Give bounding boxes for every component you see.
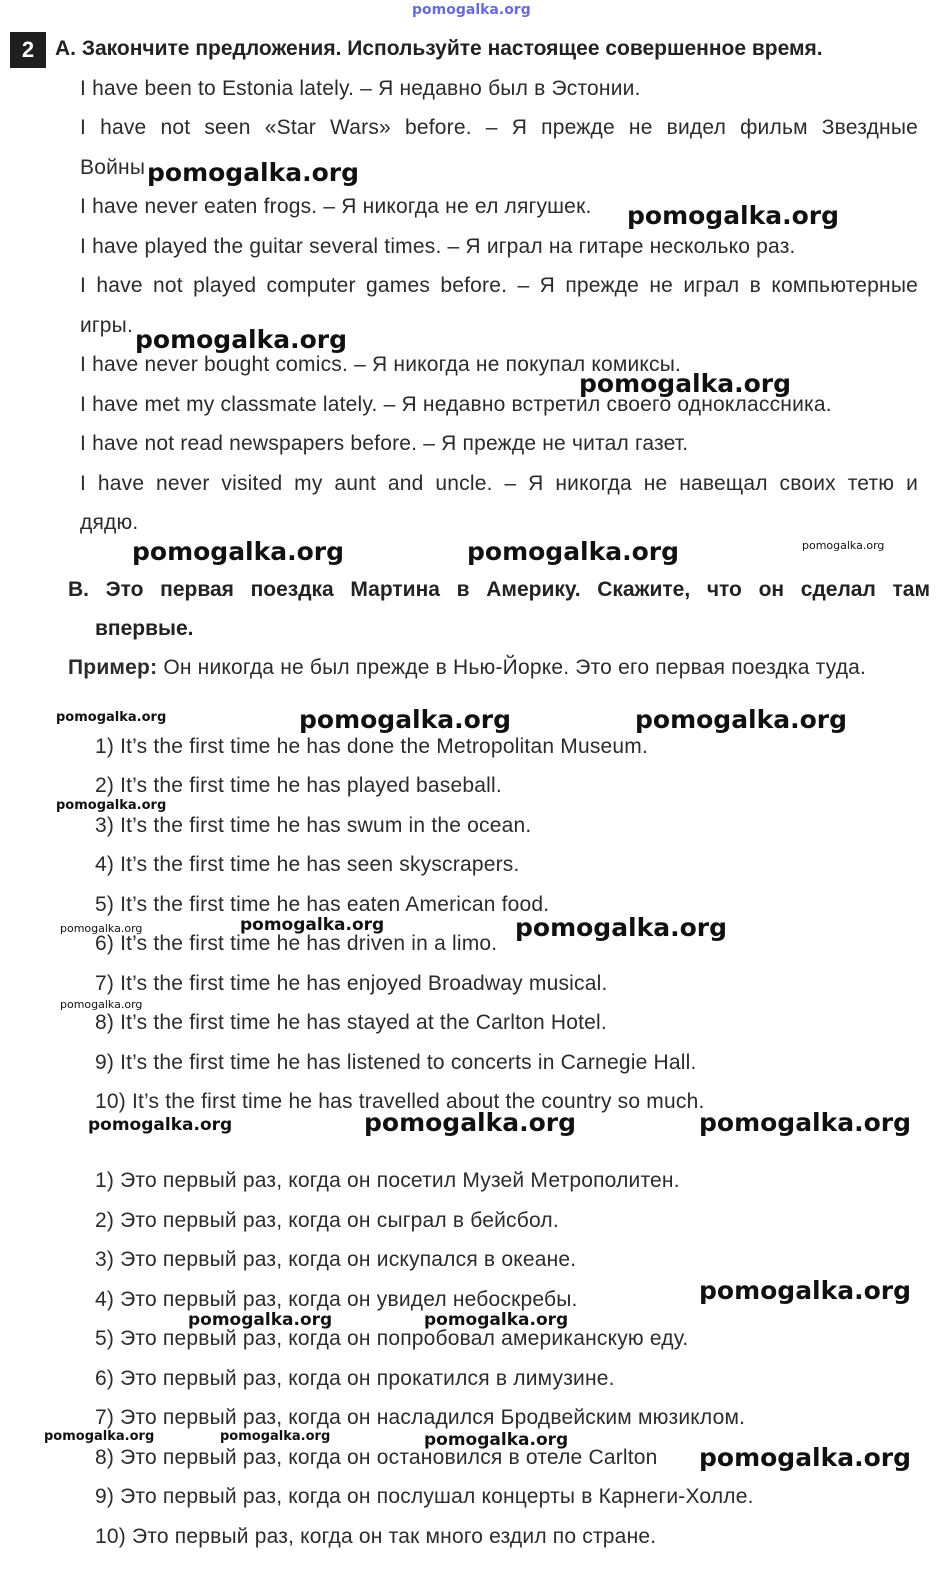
watermark-text: pomogalka.org <box>467 537 680 566</box>
russian-answer: 1) Это первый раз, когда он посетил Музей Метрополитен. <box>95 1169 680 1192</box>
russian-answer: 3) Это первый раз, когда он искупался в океане. <box>95 1248 577 1271</box>
russian-answer: 8) Это первый раз, когда он остановился в отеле Carlton <box>95 1446 658 1469</box>
russian-answer: 6) Это первый раз, когда он прокатился в лимузине. <box>95 1367 615 1390</box>
english-answer: 6) It’s the first time he has driven in a limo. <box>95 932 498 955</box>
watermark-text: pomogalka.org <box>135 325 348 354</box>
watermark-text: pomogalka.org <box>56 798 167 813</box>
watermark-text: pomogalka.org <box>299 705 512 734</box>
section-a-heading: A. Закончите предложения. Используйте настоящее совершенное время. <box>55 37 823 60</box>
top-watermark: pomogalka.org <box>412 2 531 18</box>
section-a-line: I have not seen «Star Wars» before. – Я прежде не видел фильм Звездные <box>80 116 918 139</box>
watermark-text: pomogalka.org <box>635 705 848 734</box>
watermark-text: pomogalka.org <box>147 158 360 187</box>
russian-answer: 10) Это первый раз, когда он так много ездил по стране. <box>95 1525 657 1548</box>
english-answer: 5) It’s the first time he has eaten American food. <box>95 893 550 916</box>
russian-answer: 4) Это первый раз, когда он увидел небоскребы. <box>95 1288 578 1311</box>
english-answer: 10) It’s the first time he has travelled about the country so much. <box>95 1090 705 1113</box>
watermark-text: pomogalka.org <box>364 1108 577 1137</box>
russian-answer: 9) Это первый раз, когда он послушал концерты в Карнеги-Холле. <box>95 1485 754 1508</box>
watermark-text: pomogalka.org <box>515 913 728 942</box>
section-b-heading: B. Это первая поездка Мартина в Америку. Скажите, что он сделал там <box>68 578 930 601</box>
watermark-text: pomogalka.org <box>188 1310 333 1330</box>
section-a-line: игры. <box>80 314 133 337</box>
section-a-line: I have never bought comics. – Я никогда не покупал комиксы. <box>80 353 682 376</box>
watermark-text: pomogalka.org <box>424 1430 569 1450</box>
watermark-text: pomogalka.org <box>60 998 143 1011</box>
english-answer: 2) It’s the first time he has played baseball. <box>95 774 502 797</box>
watermark-text: pomogalka.org <box>424 1310 569 1330</box>
section-a-line: дядю. <box>80 511 139 534</box>
watermark-text: pomogalka.org <box>240 915 385 935</box>
watermark-text: pomogalka.org <box>579 369 792 398</box>
english-answer: 7) It’s the first time he has enjoyed Broadway musical. <box>95 972 608 995</box>
russian-answer: 7) Это первый раз, когда он насладился Бродвейским мюзиклом. <box>95 1406 746 1429</box>
english-answer: 9) It’s the first time he has listened to concerts in Carnegie Hall. <box>95 1051 697 1074</box>
section-a-line: I have never eaten frogs. – Я никогда не ел лягушек. <box>80 195 592 218</box>
watermark-text: pomogalka.org <box>132 537 345 566</box>
watermark-text: pomogalka.org <box>56 710 167 725</box>
section-a-line: I have been to Estonia lately. – Я недавно был в Эстонии. <box>80 77 641 100</box>
watermark-text: pomogalka.org <box>44 1429 155 1444</box>
russian-answer: 2) Это первый раз, когда он сыграл в бейсбол. <box>95 1209 559 1232</box>
watermark-text: pomogalka.org <box>699 1443 912 1472</box>
watermark-text: pomogalka.org <box>60 922 143 935</box>
exercise-number-badge: 2 <box>10 32 46 68</box>
english-answer: 8) It’s the first time he has stayed at the Carlton Hotel. <box>95 1011 607 1034</box>
russian-answer: 5) Это первый раз, когда он попробовал американскую еду. <box>95 1327 689 1350</box>
section-b-heading-cont: впервые. <box>95 617 194 640</box>
example-label: Пример: <box>68 656 158 679</box>
section-a-line: I have played the guitar several times. – Я играл на гитаре несколько раз. <box>80 235 796 258</box>
watermark-text: pomogalka.org <box>627 201 840 230</box>
watermark-text: pomogalka.org <box>220 1429 331 1444</box>
watermark-text: pomogalka.org <box>699 1276 912 1305</box>
section-a-line: I have met my classmate lately. – Я недавно встретил своего одноклассника. <box>80 393 832 416</box>
watermark-text: pomogalka.org <box>802 539 885 552</box>
watermark-text: pomogalka.org <box>699 1108 912 1137</box>
watermark-text: pomogalka.org <box>88 1115 233 1135</box>
section-a-line: I have not read newspapers before. – Я прежде не читал газет. <box>80 432 689 455</box>
example-line <box>68 656 866 680</box>
example-text: Он никогда не был прежде в Нью-Йорке. Это его первая поездка туда. <box>157 656 867 679</box>
english-answer: 1) It’s the first time he has done the Metropolitan Museum. <box>95 735 649 758</box>
english-answer: 4) It’s the first time he has seen skyscrapers. <box>95 853 520 876</box>
section-a-line: I have not played computer games before. – Я прежде не играл в компьютерные <box>80 274 918 297</box>
section-a-line: Войны <box>80 156 146 179</box>
section-a-line: I have never visited my aunt and uncle. – Я никогда не навещал своих тетю и <box>80 472 918 495</box>
english-answer: 3) It’s the first time he has swum in the ocean. <box>95 814 532 837</box>
